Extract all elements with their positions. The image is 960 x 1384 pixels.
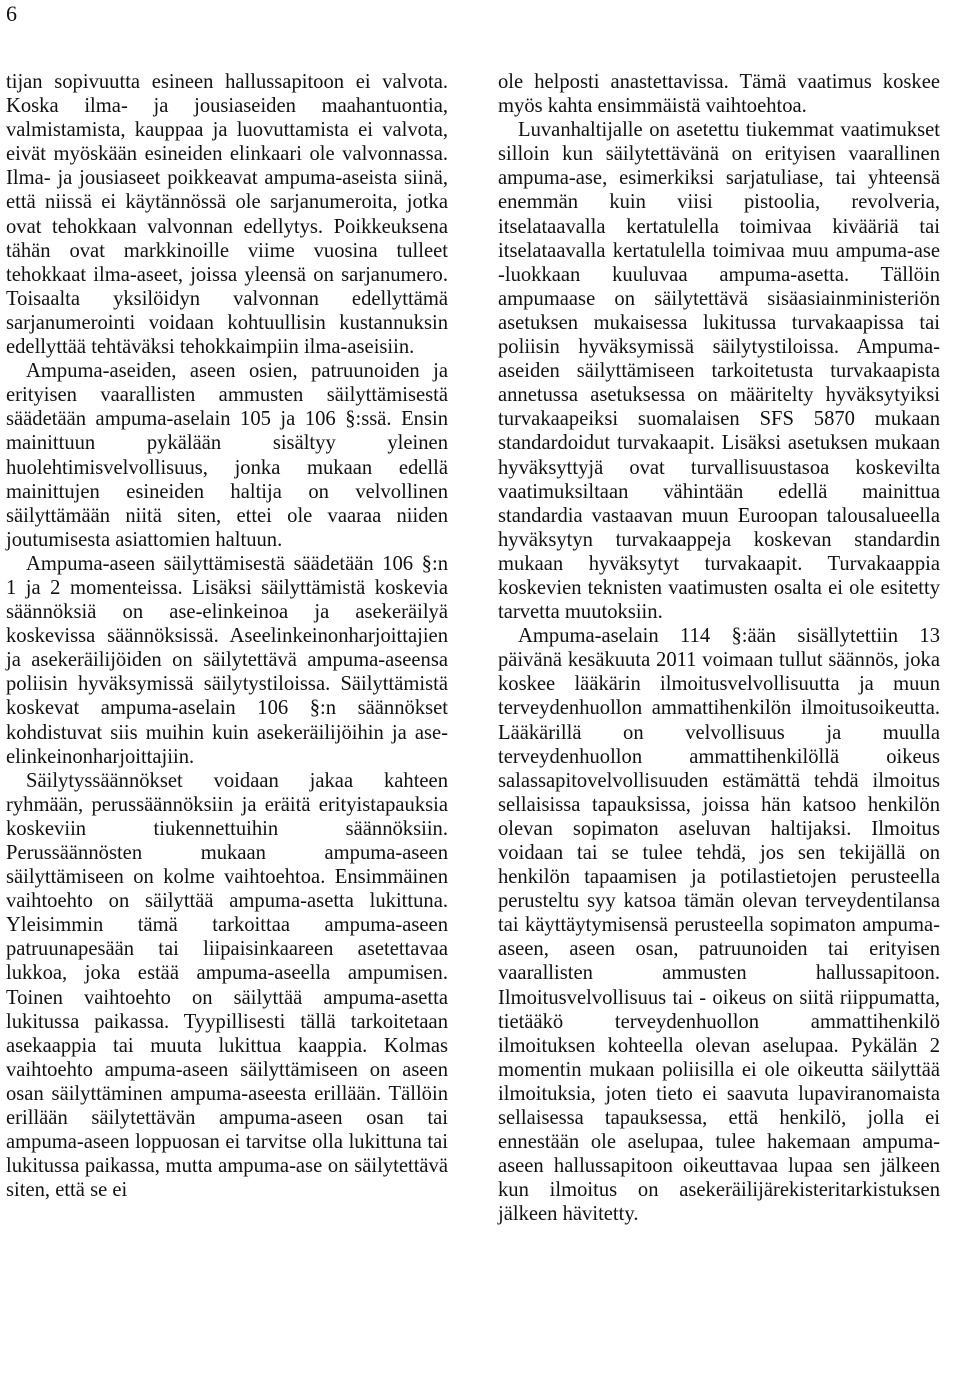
- right-column: [498, 70, 940, 1227]
- page-number: 6: [6, 1, 17, 26]
- paragraph: Ampuma-aselain 114 §:ään sisällytettiin 13 päivänä kesäkuuta 2011 voimaan tullut säännös, joka koskee lääkärin ilmoitusvelvollisuutta ja muun terveydenhuollon ammattihenkilön ilmoitusoikeutta. Lääkärillä on velvollisuus ja muulla terveydenhuollon ammattihenkilöllä oikeus salassapitovelvollisuuden estämättä tehdä ilmoitus sellaisissa tapauksissa, joissa hän katsoo henkilön olevan sopimaton aseluvan haltijaksi. Ilmoitus voidaan tai se tulee tehdä, jos sen tekijällä on henkilön tapaamisen ja potilastietojen perusteella perusteltu syy katsoa tämän olevan terveydentilansa tai käyttäytymisensä perusteella sopimaton ampuma-aseen, aseen osan, patruunoiden tai erityisen vaarallisten ammusten hallussapitoon. Ilmoitusvelvollisuus tai - oikeus on siitä riippumatta, tietääkö terveydenhuollon ammattihenkilö ilmoituksen kohteella olevan aselupaa. Pykälän 2 momentin mukaan poliisilla ei ole oikeutta säilyttää ilmoituksia, joten tieto ei saavuta lupaviranomaista sellaisessa tapauksessa, että henkilö, jolla ei ennestään ole aselupaa, tulee hakemaan ampuma-aseen hallussapitoon oikeuttavaa lupaa sen jälkeen kun ilmoitus on asekeräilijärekisteritarkistuksen jälkeen hävitetty.: [498, 625, 940, 1226]
- paragraph: Ampuma-aseen säilyttämisestä säädetään 106 §:n 1 ja 2 momenteissa. Lisäksi säilyttämistä koskevia säännöksiä on ase-elinkeinoa ja asekeräilyä koskevissa säännöksissä. Aseelinkeinonharjoittajien ja asekeräilijöiden on säilytettävä ampuma-aseensa poliisin hyväksymissä säilytystiloissa. Säilyttämistä koskevat ampuma-aselain 106 §:n säännökset kohdistuvat siis muihin kuin asekeräilijöihin ja ase-elinkeinonharjoittajiin.: [6, 552, 448, 768]
- paragraph: Ampuma-aseiden, aseen osien, patruunoiden ja erityisen vaarallisten ammusten säilyttämisestä säädetään ampuma-aselain 105 ja 106 §:ssä. Ensin mainittuun pykälään sisältyy yleinen huolehtimisvelvollisuus, jonka mukaan edellä mainittujen esineiden haltija on velvollinen säilyttämään niitä siten, ettei ole vaaraa niiden joutumisesta asiattomien haltuun.: [6, 360, 448, 551]
- left-column: [6, 70, 448, 1202]
- paragraph: Säilytyssäännökset voidaan jakaa kahteen ryhmään, perussäännöksiin ja eräitä erityistapauksia koskeviin tiukennettuihin säännöksiin. Perussäännösten mukaan ampuma-aseen säilyttämiseen on kolme vaihtoehtoa. Ensimmäinen vaihtoehto on säilyttää ampuma-asetta lukittuna. Yleisimmin tämä tarkoittaa ampuma-aseen patruunapesään tai liipaisinkaareen asetettavaa lukkoa, joka estää ampuma-aseella ampumisen. Toinen vaihtoehto on säilyttää ampuma-asetta lukitussa paikassa. Tyypillisesti tällä tarkoitetaan asekaappia tai muuta lukittua kaappia. Kolmas vaihtoehto ampuma-aseen säilyttämiseen on aseen osan säilyttäminen ampuma-aseesta erillään. Tällöin erillään säilytettävän ampuma-aseen osan tai ampuma-aseen loppuosan ei tarvitse olla lukittuna tai lukitussa paikassa, mutta ampuma-ase on säilytettävä siten, että se ei: [6, 769, 448, 1202]
- paragraph: Luvanhaltijalle on asetettu tiukemmat vaatimukset silloin kun säilytettävänä on erityisen vaarallinen ampuma-ase, esimerkiksi sarjatuliase, tai yhteensä enemmän kuin viisi pistoolia, revolveria, itselataavalla kertatulella toimivaa kivääriä tai itselataavalla kertatulella toimivaa muu ampuma-ase -luokkaan kuuluvaa ampuma-asetta. Tällöin ampumaase on säilytettävä sisäasiainministeriön asetuksen mukaisessa lukitussa turvakaapissa tai poliisin hyväksymissä säilytystiloissa. Ampuma-aseiden säilyttämiseen tarkoitetusta turvakaapista annetussa asetuksessa on määritelty hyväksytyiksi turvakaapeiksi suomalaisen SFS 5870 mukaan standardoidut turvakaapit. Lisäksi asetuksen mukaan hyväksyttyjä ovat turvallisuustasoa koskevilta vaatimuksiltaan vähintään edellä mainittua standardia vastaavan muun Euroopan talousalueella hyväksytyn turvakaappeja koskevan standardin mukaan hyväksytyt turvakaapit. Turvakaappia koskevien teknisten vaatimusten osalta ei ole esitetty tarvetta muutoksiin.: [498, 119, 940, 624]
- paragraph: ole helposti anastettavissa. Tämä vaatimus koskee myös kahta ensimmäistä vaihtoehtoa.: [498, 71, 940, 118]
- paragraph: tijan sopivuutta esineen hallussapitoon ei valvota. Koska ilma- ja jousiaseiden maahantuontia, valmistamista, kauppaa ja luovuttamista ei valvota, eivät myöskään esineiden elinkaari ole valvonnassa. Ilma- ja jousiaseet poikkeavat ampuma-aseista siinä, että niissä ei käytännössä ole sarjanumeroita, jotka ovat tehokkaan valvonnan edellytys. Poikkeuksena tähän ovat markkinoille viime vuosina tulleet tehokkaat ilma-aseet, joissa yleensä on sarjanumero. Toisaalta yksilöidyn valvonnan edellyttämä sarjanumerointi voidaan kohtuullisin kustannuksin edellyttää tehtäväksi tehokkaimpiin ilma-aseisiin.: [6, 71, 448, 359]
